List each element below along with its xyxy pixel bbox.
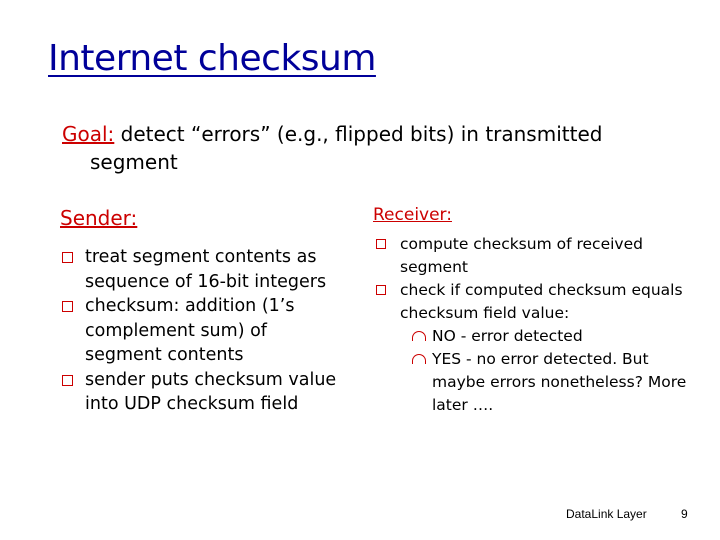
list-item (62, 368, 347, 417)
square-bullet-icon (376, 239, 386, 249)
receiver-heading: Receiver: (373, 205, 452, 225)
sender-item-text: sender puts checksum value into UDP checksum field (85, 369, 337, 414)
square-bullet-icon (62, 375, 73, 386)
goal-statement (62, 120, 702, 176)
arch-bullet-icon (412, 354, 426, 364)
list-subitem (376, 325, 706, 348)
list-subitem (376, 348, 706, 417)
list-item (62, 294, 347, 368)
receiver-item-text: compute checksum of received segment (400, 235, 643, 276)
footer-label: DataLink Layer (566, 507, 647, 521)
square-bullet-icon (376, 285, 386, 295)
square-bullet-icon (62, 252, 73, 263)
list-item (376, 233, 706, 279)
goal-text: detect “errors” (e.g., flipped bits) in transmitted (114, 122, 603, 146)
sender-list (62, 245, 347, 417)
receiver-subitem-text: NO - error detected (432, 327, 583, 345)
receiver-list (376, 233, 706, 417)
list-item (376, 279, 706, 325)
goal-label: Goal: (62, 122, 115, 146)
sender-heading: Sender: (60, 206, 138, 230)
receiver-item-text: check if computed checksum equals checksum field value: (400, 281, 683, 322)
arch-bullet-icon (412, 331, 426, 341)
goal-continuation: segment (90, 150, 178, 174)
receiver-subitem-text: YES - no error detected. But maybe errors nonetheless? More later …. (432, 350, 687, 414)
square-bullet-icon (62, 301, 73, 312)
sender-item-text: treat segment contents as sequence of 16-bit integers (85, 247, 327, 292)
page-number: 9 (681, 507, 688, 521)
list-item (62, 245, 347, 294)
sender-item-text: checksum: addition (1’s complement sum) of segment contents (85, 296, 295, 365)
slide-title: Internet checksum (48, 38, 376, 79)
